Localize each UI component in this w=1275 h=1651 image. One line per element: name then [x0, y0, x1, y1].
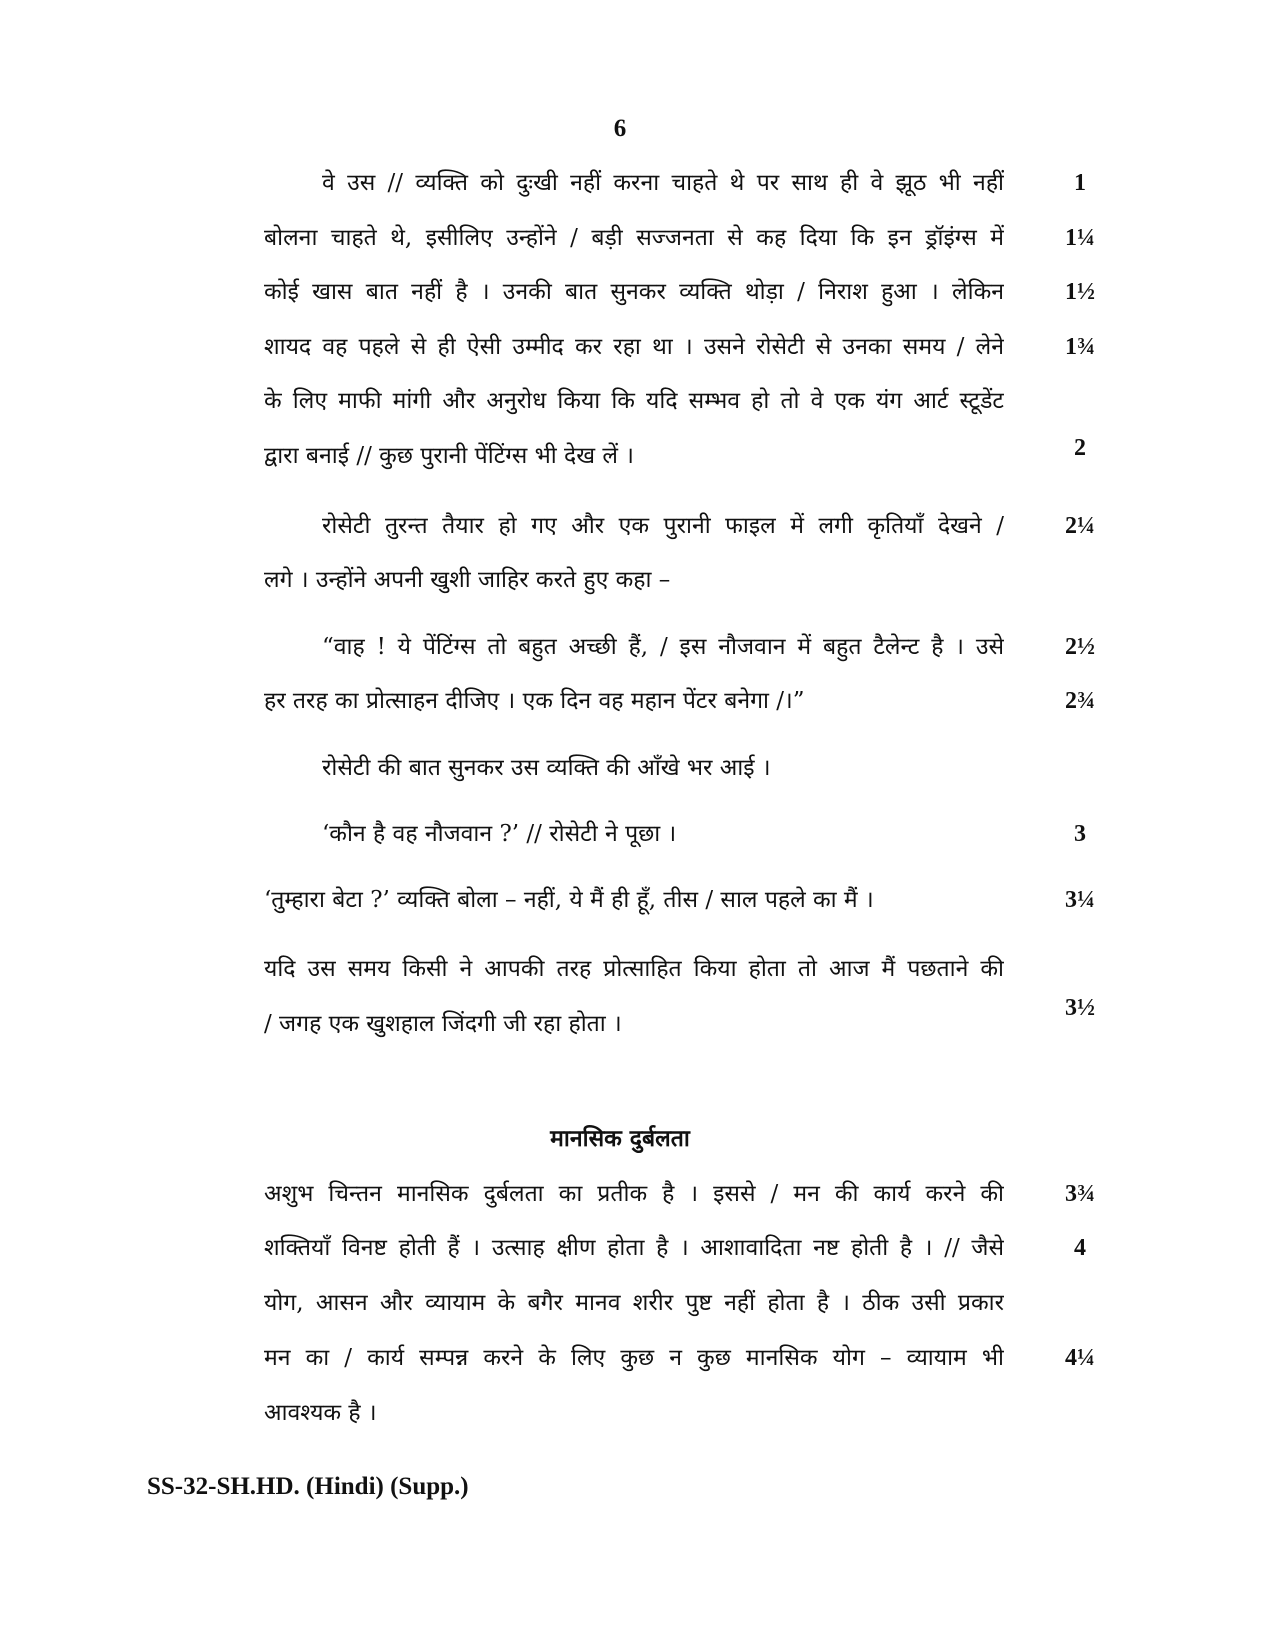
- text-line: अशुभ चिन्तन मानसिक दुर्बलता का प्रतीक है । इससे / मन की कार्य करने की: [264, 1181, 1004, 1207]
- text-line: ‘तुम्हारा बेटा ?’ व्यक्ति बोला – नहीं, ये मैं ही हूँ, तीस / साल पहले का मैं ।: [264, 887, 874, 913]
- page-number: 6: [613, 115, 627, 142]
- mark-label: 1¼: [1065, 225, 1095, 251]
- text-line: कोई खास बात नहीं है । उनकी बात सुनकर व्यक्ति थोड़ा / निराश हुआ । लेकिन: [264, 279, 1004, 305]
- mark-label: 3¾: [1065, 1181, 1095, 1207]
- text-line: शक्तियाँ विनष्ट होती हैं । उत्साह क्षीण होता है । आशावादिता नष्ट होती है । // जैसे: [264, 1235, 1004, 1261]
- mark-label: 4¼: [1065, 1345, 1095, 1371]
- mark-label: 3¼: [1065, 887, 1095, 913]
- text-line: लगे । उन्होंने अपनी खुशी जाहिर करते हुए कहा –: [264, 567, 671, 593]
- text-line: यदि उस समय किसी ने आपकी तरह प्रोत्साहित किया होता तो आज मैं पछताने की: [264, 956, 1004, 982]
- text-line: “वाह ! ये पेंटिंग्स तो बहुत अच्छी हैं, / इस नौजवान में बहुत टैलेन्ट है । उसे: [322, 634, 1004, 660]
- text-line: ‘कौन है वह नौजवान ?’ // रोसेटी ने पूछा ।: [322, 821, 677, 847]
- mark-label: 2½: [1065, 634, 1095, 660]
- text-line: मन का / कार्य सम्पन्न करने के लिए कुछ न कुछ मानसिक योग – व्यायाम भी: [264, 1345, 1004, 1371]
- mark-label: 1½: [1065, 279, 1095, 305]
- mark-label: 3½: [1065, 995, 1095, 1021]
- mark-label: 1¾: [1065, 334, 1095, 360]
- mark-label: 2¼: [1065, 513, 1095, 539]
- text-line: आवश्यक है ।: [264, 1400, 377, 1426]
- mark-label: 4: [1074, 1235, 1086, 1261]
- text-line: रोसेटी की बात सुनकर उस व्यक्ति की आँखे भर आई ।: [322, 755, 771, 781]
- text-line: बोलना चाहते थे, इसीलिए उन्होंने / बड़ी सज्जनता से कह दिया कि इन ड्रॉइंग्स में: [264, 225, 1004, 251]
- text-line: हर तरह का प्रोत्साहन दीजिए । एक दिन वह महान पेंटर बनेगा /।”: [264, 688, 805, 714]
- text-line: रोसेटी तुरन्त तैयार हो गए और एक पुरानी फाइल में लगी कृतियाँ देखने /: [322, 513, 1004, 539]
- text-line: शायद वह पहले से ही ऐसी उम्मीद कर रहा था । उसने रोसेटी से उनका समय / लेने: [264, 334, 1004, 360]
- mark-label: 2: [1074, 435, 1086, 461]
- paper-code-footer: SS-32-SH.HD. (Hindi) (Supp.): [147, 1473, 469, 1500]
- section-heading: मानसिक दुर्बलता: [550, 1125, 690, 1152]
- text-line: द्वारा बनाई // कुछ पुरानी पेंटिंग्स भी देख लें ।: [264, 443, 635, 469]
- text-line: वे उस // व्यक्ति को दुःखी नहीं करना चाहते थे पर साथ ही वे झूठ भी नहीं: [322, 170, 1004, 196]
- text-line: के लिए माफी मांगी और अनुरोध किया कि यदि सम्भव हो तो वे एक यंग आर्ट स्टूडेंट: [264, 388, 1004, 414]
- text-line: / जगह एक खुशहाल जिंदगी जी रहा होता ।: [264, 1011, 622, 1037]
- mark-label: 2¾: [1065, 688, 1095, 714]
- mark-label: 3: [1074, 821, 1086, 847]
- mark-label: 1: [1074, 170, 1086, 196]
- text-line: योग, आसन और व्यायाम के बगैर मानव शरीर पुष्ट नहीं होता है । ठीक उसी प्रकार: [264, 1290, 1004, 1316]
